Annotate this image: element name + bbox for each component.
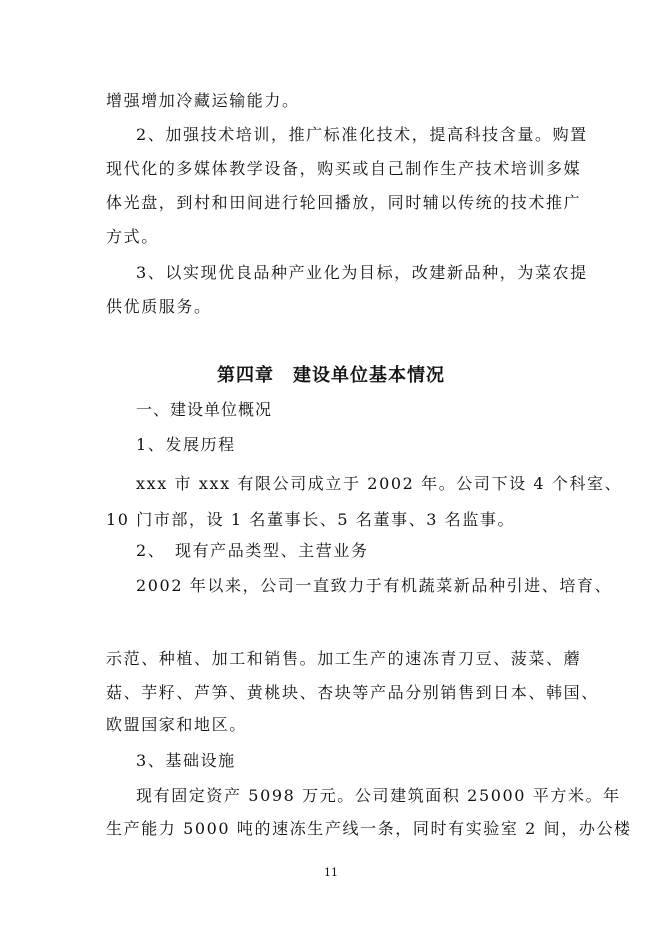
subsection-heading: 2、 现有产品类型、主营业务 [136,541,369,560]
paragraph-line: 体光盘，到村和田间进行轮回播放，同时辅以传统的技术推广 [106,193,582,212]
paragraph-line: 2002 年以来，公司一直致力于有机蔬菜新品种引进、培育、 [136,576,613,595]
paragraph-line: 现代化的多媒体教学设备，购买或自己制作生产技术培训多媒 [106,159,582,178]
subsection-heading: 3、基础设施 [136,751,236,770]
section-heading: 一、建设单位概况 [136,400,273,419]
subsection-heading: 1、发展历程 [136,435,236,454]
paragraph-line: xxx 市 xxx 有限公司成立于 2002 年。公司下设 4 个科室、 [136,474,623,493]
paragraph-line: 3、以实现优良品种产业化为目标，改建新品种，为菜农提 [136,263,588,282]
paragraph-line: 现有固定资产 5098 万元。公司建筑面积 25000 平方米。年 [136,786,621,805]
page-number: 11 [324,866,338,879]
paragraph-line: 欧盟国家和地区。 [106,715,247,734]
paragraph-line: 方式。 [106,227,159,246]
paragraph-line: 10 门市部，设 1 名董事长、5 名董事、3 名监事。 [106,510,516,529]
chapter-title: 第四章 建设单位基本情况 [217,365,445,386]
paragraph-line: 增强增加冷藏运输能力。 [106,91,300,110]
paragraph-line: 示范、种植、加工和销售。加工生产的速冻青刀豆、菠菜、蘑 [106,649,582,668]
paragraph-line: 供优质服务。 [106,297,212,316]
paragraph-line: 菇、芋籽、芦笋、黄桃块、杏块等产品分别销售到日本、韩国、 [106,683,599,702]
paragraph-line: 2、加强技术培训，推广标准化技术，提高科技含量。购置 [136,125,588,144]
paragraph-line: 生产能力 5000 吨的速冻生产线一条，同时有实验室 2 间，办公楼 [106,819,632,838]
